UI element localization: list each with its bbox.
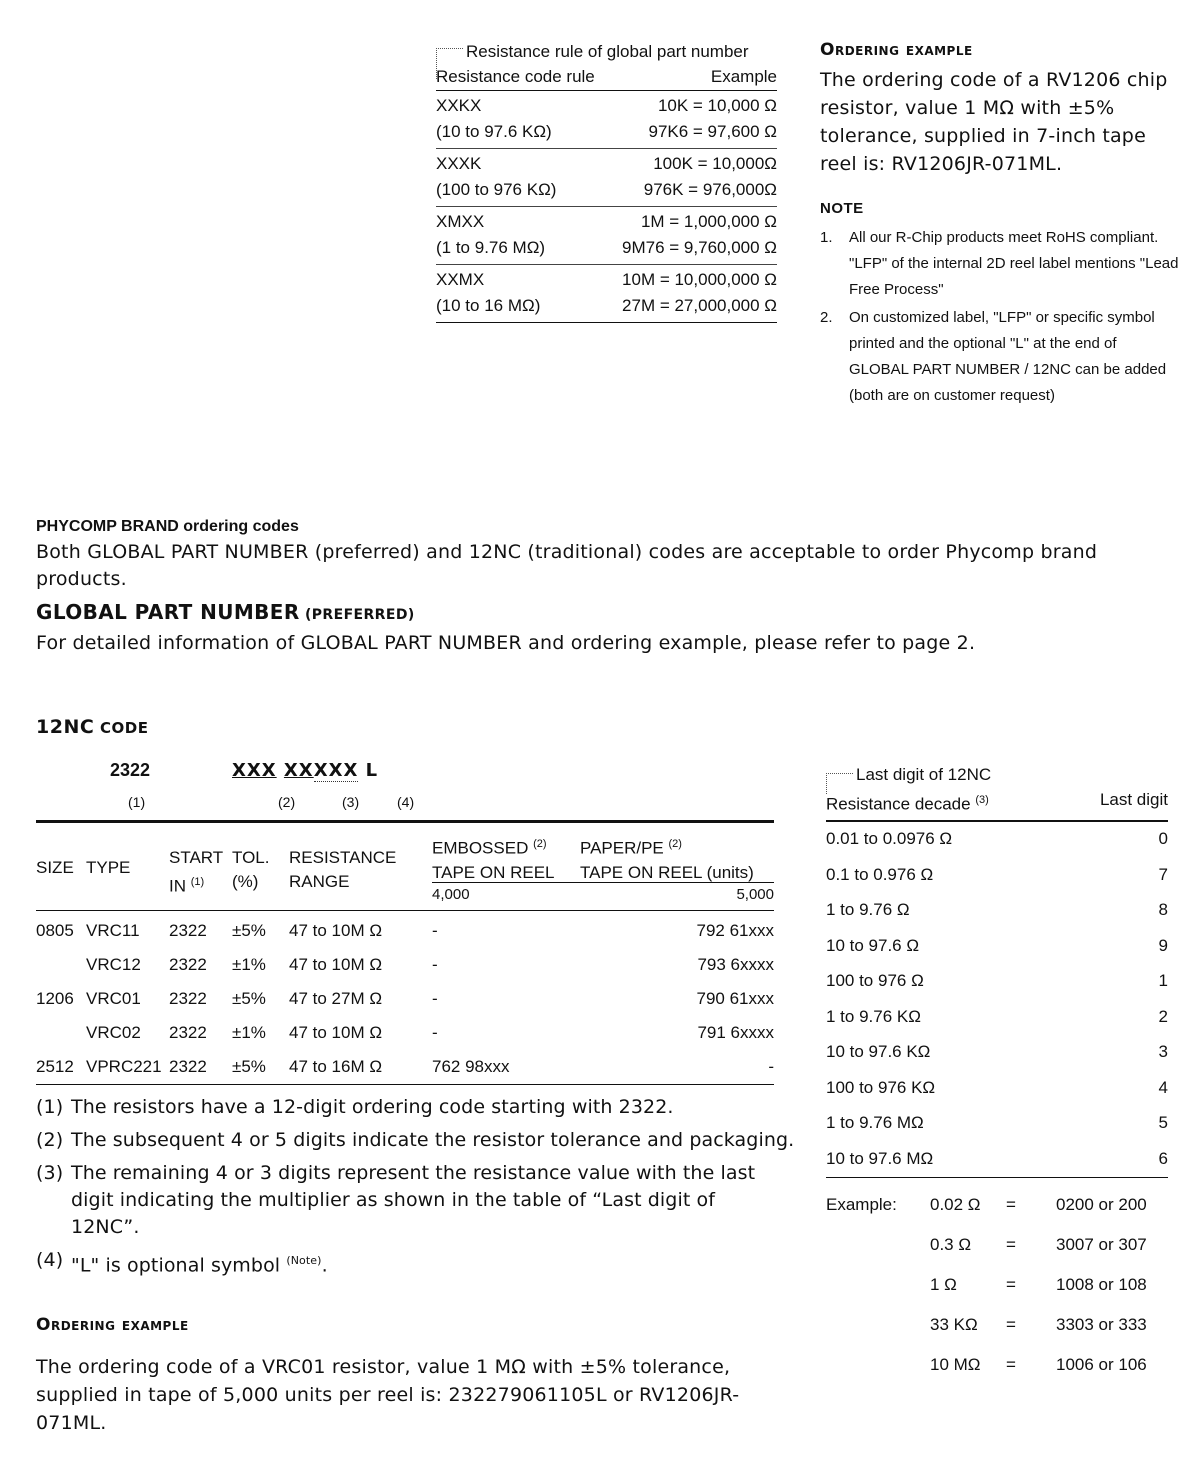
cell-embossed: -	[432, 921, 438, 940]
ordering-example-heading: Ordering example	[820, 40, 973, 60]
example-code: 1006 or 106	[1056, 1355, 1147, 1374]
col-paper	[580, 832, 754, 885]
note-item	[820, 225, 1180, 303]
decade-range: 10 to 97.6 Ω	[826, 935, 920, 955]
decade-range: 1 to 9.76 KΩ	[826, 1006, 921, 1026]
qty-embossed: 4,000	[432, 886, 470, 903]
phycomp-heading	[36, 515, 1176, 539]
cell-start: 2322	[169, 1057, 207, 1076]
col-embossed	[432, 832, 555, 885]
qty-rule	[432, 882, 774, 883]
cell-size: 1206	[36, 989, 74, 1008]
footnotes	[36, 1094, 796, 1285]
code-examples	[826, 1185, 1171, 1385]
cell-tol: ±5%	[232, 921, 266, 940]
decade-row	[826, 1070, 1168, 1106]
col-range-l2: RANGE	[289, 872, 350, 891]
ordering-example-top	[820, 40, 1180, 178]
col-tol	[232, 846, 269, 894]
rule-example-2: 976K = 976,000Ω	[643, 180, 777, 199]
footnote-text: The subsequent 4 or 5 digits indicate the resistor tolerance and packaging.	[71, 1129, 795, 1151]
gpn-heading-sub: (PREFERRED)	[299, 607, 415, 623]
decade-range: 10 to 97.6 KΩ	[826, 1042, 931, 1062]
cell-embossed: -	[432, 989, 438, 1008]
cell-paper: -	[768, 1057, 774, 1076]
nc-heading-main: 12NC	[36, 716, 95, 738]
col-example: Example	[710, 67, 777, 86]
resistance-rule-header	[436, 64, 777, 91]
col-size: SIZE	[36, 858, 74, 877]
table-row	[36, 982, 774, 1016]
footnote-text: The resistors have a 12-digit ordering code starting with 2322.	[71, 1096, 674, 1118]
col-embossed-l1: EMBOSSED	[432, 838, 529, 858]
decade-range: 10 to 97.6 MΩ	[826, 1148, 934, 1168]
last-digit-header	[826, 785, 1168, 822]
cell-start: 2322	[169, 921, 207, 940]
ordering-example-text: The ordering code of a RV1206 chip resistor, value 1 MΩ with ±5% tolerance, supplied in 7-inch tape reel is: RV1206JR-071ML.	[820, 69, 1168, 175]
cell-range: 47 to 27M Ω	[289, 989, 383, 1008]
rule-row	[436, 91, 777, 149]
col-start	[169, 846, 223, 899]
gpn-paragraph: For detailed information of GLOBAL PART NUMBER and ordering example, please refer to page 2.	[36, 632, 976, 654]
last-digit-caption: Last digit of 12NC	[826, 765, 1168, 785]
col-tol-l2: (%)	[232, 872, 259, 891]
cell-size: 0805	[36, 921, 74, 940]
nc-mark-2: (2)	[278, 794, 296, 810]
example-row	[826, 1225, 1171, 1265]
cell-range: 47 to 16M Ω	[289, 1057, 383, 1076]
rule-code: XXMX	[436, 270, 485, 289]
header-rule	[36, 910, 774, 911]
example-row	[826, 1185, 1171, 1225]
rule-code: XXXK	[436, 154, 482, 173]
footnote-item	[36, 1247, 796, 1279]
rule-row	[436, 207, 777, 265]
decade-digit: 5	[1158, 1113, 1168, 1133]
col-range-l1: RESISTANCE	[289, 848, 397, 867]
example-value: 33 KΩ	[930, 1315, 978, 1334]
resistance-rule-table	[436, 40, 777, 323]
ordering-example-heading: Ordering example	[36, 1315, 189, 1335]
cell-type: VRC12	[86, 955, 141, 974]
rule-range: (100 to 976 KΩ)	[436, 180, 557, 199]
phycomp-heading-bold: PHYCOMP BRAND	[36, 518, 179, 535]
decade-range: 1 to 9.76 Ω	[826, 900, 910, 920]
rule-example-2: 27M = 27,000,000 Ω	[622, 296, 777, 315]
rule-range: (10 to 97.6 KΩ)	[436, 122, 552, 141]
cell-embossed: -	[432, 1023, 438, 1042]
cell-type: VRC01	[86, 989, 141, 1008]
decade-row	[826, 999, 1168, 1035]
decade-digit: 1	[1158, 971, 1168, 991]
cell-tol: ±5%	[232, 1057, 266, 1076]
decade-digit: 9	[1158, 935, 1168, 955]
example-value: 10 MΩ	[930, 1355, 981, 1374]
decade-digit: 2	[1158, 1006, 1168, 1026]
decade-row	[826, 893, 1168, 929]
footnote-tail: .	[321, 1254, 328, 1277]
cell-start: 2322	[169, 989, 207, 1008]
decade-digit: 3	[1158, 1042, 1168, 1062]
col-paper-l2: TAPE ON REEL (units)	[580, 862, 754, 882]
decade-row	[826, 857, 1168, 893]
cell-paper: 790 61xxx	[696, 989, 774, 1008]
rule-row	[436, 149, 777, 207]
phycomp-paragraph: Both GLOBAL PART NUMBER (preferred) and 12NC (traditional) codes are acceptable to order Phycomp brand products.	[36, 541, 1098, 590]
table-top-rule	[36, 820, 774, 823]
example-equals: =	[1006, 1355, 1016, 1374]
decade-range: 1 to 9.76 MΩ	[826, 1113, 924, 1133]
footnote-item	[36, 1127, 796, 1154]
decade-row	[826, 822, 1168, 858]
example-row	[826, 1265, 1171, 1305]
rule-row	[436, 265, 777, 323]
table-row	[36, 1016, 774, 1050]
footnote-number: (4)	[36, 1249, 64, 1271]
example-value: 1 Ω	[930, 1275, 957, 1294]
example-value: 0.3 Ω	[930, 1235, 972, 1254]
cell-tol: ±1%	[232, 955, 266, 974]
rule-example-1: 10K = 10,000 Ω	[657, 96, 777, 115]
col-range	[289, 846, 396, 894]
cell-paper: 793 6xxxx	[697, 955, 774, 974]
decade-range: 0.1 to 0.976 Ω	[826, 864, 934, 884]
nc-code-pattern	[232, 760, 378, 781]
col-paper-sup: (2)	[668, 838, 682, 850]
col-start-l1: START	[169, 848, 224, 867]
rule-example-1: 1M = 1,000,000 Ω	[640, 212, 777, 231]
footnote-text: "L" is optional symbol	[71, 1254, 281, 1277]
rule-range: (10 to 16 MΩ)	[436, 296, 541, 315]
rule-code: XXKX	[436, 96, 482, 115]
decade-range: 0.01 to 0.0976 Ω	[826, 829, 953, 849]
example-equals: =	[1006, 1275, 1016, 1294]
cell-type: VRC11	[86, 921, 140, 940]
example-code: 3007 or 307	[1056, 1235, 1147, 1254]
decade-range: 100 to 976 KΩ	[826, 1077, 936, 1097]
table-row	[36, 1050, 774, 1085]
nc-code-part-3: XXX	[313, 760, 359, 781]
last-digit-table	[826, 765, 1168, 1178]
footnote-item	[36, 1160, 796, 1241]
example-equals: =	[1006, 1315, 1016, 1334]
cell-range: 47 to 10M Ω	[289, 1023, 383, 1042]
cell-paper: 791 6xxxx	[697, 1023, 774, 1042]
decade-row	[826, 1106, 1168, 1142]
cell-start: 2322	[169, 955, 207, 974]
ordering-example-text: The ordering code of a VRC01 resistor, value 1 MΩ with ±5% tolerance, supplied in tape of 5,000 units per reel is: 232279061105L or RV1206JR-071ML.	[36, 1356, 740, 1434]
note-number: 2.	[820, 309, 833, 326]
col-start-l2: IN	[169, 876, 186, 896]
qty-paper: 5,000	[736, 886, 774, 903]
cell-tol: ±5%	[232, 989, 266, 1008]
nc-mark-1: (1)	[128, 794, 146, 810]
col-start-sup: (1)	[190, 876, 205, 888]
cell-embossed: 762 98xxx	[432, 1057, 510, 1076]
cell-paper: 792 61xxx	[696, 921, 774, 940]
note-text: On customized label, "LFP" or specific symbol printed and the optional "L" at the end of GLOBAL PART NUMBER / 12NC can be added (both are on customer request)	[849, 309, 1167, 404]
example-label: Example:	[826, 1195, 897, 1214]
decade-digit: 8	[1158, 900, 1168, 920]
main-table-body	[36, 914, 774, 1085]
footnote-number: (2)	[36, 1129, 64, 1151]
cell-type: VRC02	[86, 1023, 141, 1042]
rule-range: (1 to 9.76 MΩ)	[436, 238, 546, 257]
decade-digit: 0	[1158, 829, 1168, 849]
example-row	[826, 1345, 1171, 1385]
col-type: TYPE	[86, 858, 131, 877]
footnote-text: The remaining 4 or 3 digits represent the resistance value with the last digit indicating the multiplier as shown in the table of “Last digit of 12NC”.	[71, 1162, 756, 1238]
decade-digit: 7	[1158, 864, 1168, 884]
cell-embossed: -	[432, 955, 438, 974]
nc-code-heading	[36, 716, 148, 738]
rule-example-2: 97K6 = 97,600 Ω	[648, 122, 777, 141]
footnote-item	[36, 1094, 796, 1121]
example-code: 0200 or 200	[1056, 1195, 1147, 1214]
footnote-sup: (Note)	[286, 1254, 322, 1267]
resistance-rule-caption: Resistance rule of global part number	[436, 40, 777, 64]
gpn-heading	[36, 597, 1176, 630]
phycomp-section	[36, 515, 1176, 657]
col-embossed-sup: (2)	[533, 838, 547, 850]
cell-size: 2512	[36, 1057, 74, 1076]
cell-type: VPRC221	[86, 1057, 162, 1076]
phycomp-heading-rest: ordering codes	[178, 518, 299, 535]
decade-row	[826, 1035, 1168, 1071]
footnote-number: (1)	[36, 1096, 64, 1118]
rule-example-2: 9M76 = 9,760,000 Ω	[622, 238, 777, 257]
decade-range: 100 to 976 Ω	[826, 971, 924, 991]
rule-example-1: 100K = 10,000Ω	[653, 154, 777, 173]
decade-digit: 4	[1158, 1077, 1168, 1097]
nc-code-prefix: 2322	[110, 760, 151, 780]
col-decade-sup: (3)	[975, 794, 989, 806]
cell-range: 47 to 10M Ω	[289, 955, 383, 974]
note-number: 1.	[820, 229, 833, 246]
table-row	[36, 948, 774, 982]
example-value: 0.02 Ω	[930, 1195, 981, 1214]
note-item	[820, 305, 1180, 409]
rule-example-1: 10M = 10,000,000 Ω	[622, 270, 777, 289]
example-equals: =	[1006, 1235, 1016, 1254]
nc-code-part-2: XX	[283, 760, 314, 781]
decade-row	[826, 1141, 1168, 1178]
rule-code: XMXX	[436, 212, 485, 231]
nc-mark-4: (4)	[397, 794, 415, 810]
cell-range: 47 to 10M Ω	[289, 921, 383, 940]
example-equals: =	[1006, 1195, 1016, 1214]
decade-row	[826, 928, 1168, 964]
table-row	[36, 914, 774, 948]
gpn-heading-main: GLOBAL PART NUMBER	[36, 600, 300, 624]
nc-mark-3: (3)	[342, 794, 360, 810]
col-code-rule: Resistance code rule	[436, 67, 595, 86]
nc-code-part-1: XXX	[232, 760, 277, 781]
nc-heading-sub: CODE	[94, 719, 149, 737]
example-code: 1008 or 108	[1056, 1275, 1147, 1294]
example-row	[826, 1305, 1171, 1345]
ordering-example-bottom	[36, 1315, 796, 1437]
note-text: All our R-Chip products meet RoHS compliant. "LFP" of the internal 2D reel label mentions "Lead Free Process"	[849, 229, 1179, 298]
example-code: 3303 or 333	[1056, 1315, 1147, 1334]
col-embossed-l2: TAPE ON REEL	[432, 862, 555, 882]
footnote-number: (3)	[36, 1162, 64, 1184]
note-heading: NOTE	[820, 200, 864, 217]
decade-digit: 6	[1158, 1148, 1168, 1168]
col-last-digit: Last digit	[1099, 790, 1168, 809]
decade-row	[826, 964, 1168, 1000]
col-tol-l1: TOL.	[232, 848, 270, 867]
cell-start: 2322	[169, 1023, 207, 1042]
col-decade-label: Resistance decade	[826, 794, 971, 814]
cell-tol: ±1%	[232, 1023, 266, 1042]
note-section	[820, 200, 1180, 411]
nc-code-suffix: L	[365, 760, 379, 781]
col-paper-l1: PAPER/PE	[580, 838, 664, 858]
